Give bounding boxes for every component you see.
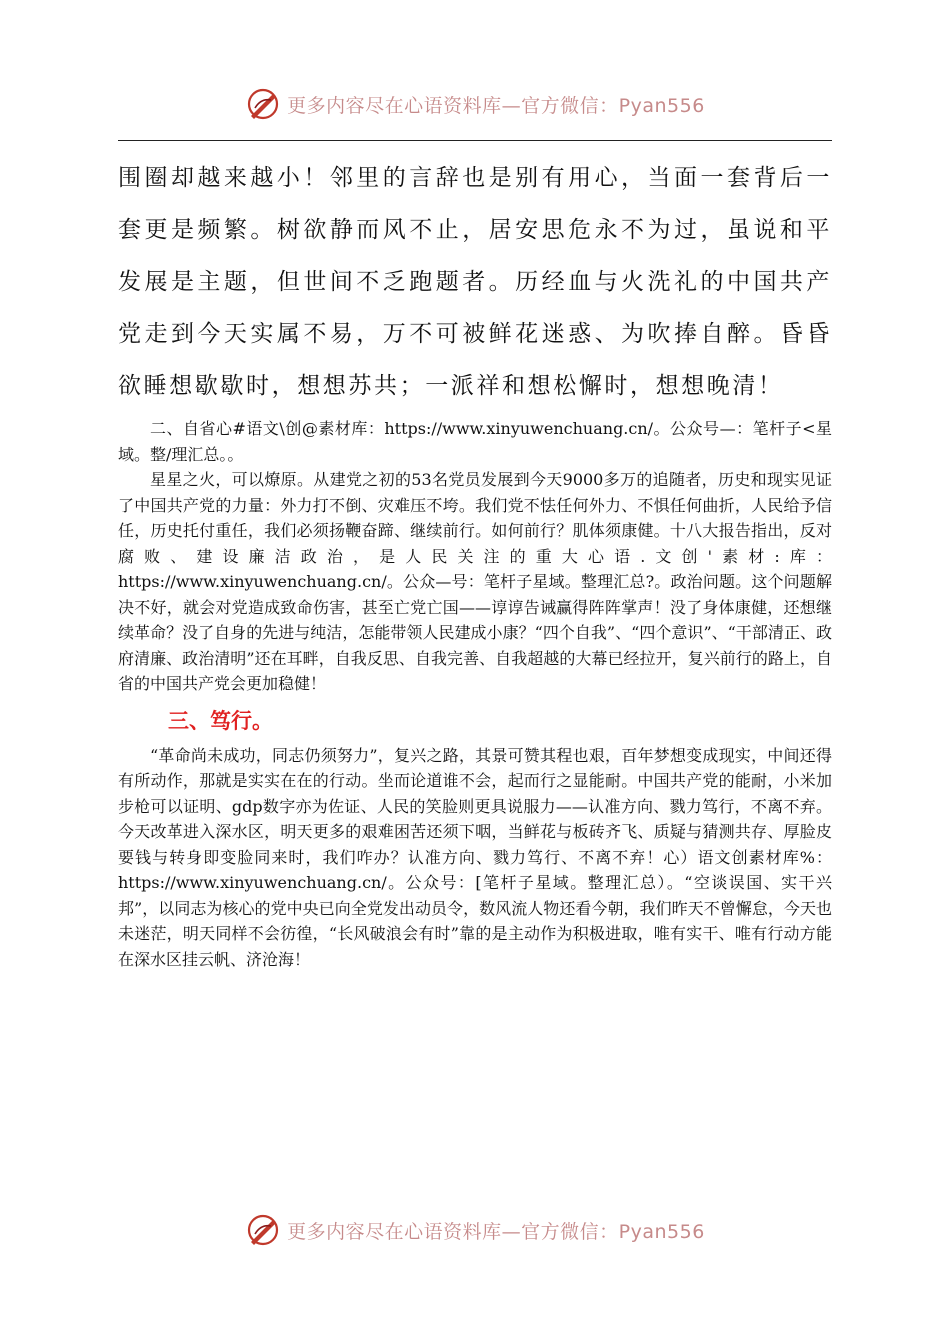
paragraph-section-2-body: 星星之火，可以燎原。从建党之初的53名党员发展到今天9000多万的追随者，历史和现实见证了中国共产党的力量：外力打不倒、灾难压不垮。我们党不怯任何外力、不惧任何曲折，人民给予信任，历史托付重任，我们必须扬鞭奋蹄、继续前行。如何前行？肌体须康健。十八大报告指出，反对腐败、建设廉洁政治，是人民关注的重大心语.文创'素材:库：https://www.xinyuwenchuang.cn/。公众—号：笔杆子星域。整理汇总?。政治问题。这个问题解决不好，就会对党造成致命伤害，甚至亡党亡国——谆谆告诫赢得阵阵掌声！没了身体康健，还想继续革命？没了自身的先进与纯洁，怎能带领人民建成小康？“四个自我”、“四个意识”、“干部清正、政府清廉、政治清明”还在耳畔，自我反思、自我完善、自我超越的大幕已经拉开，复兴前行的路上，自省的中国共产党会更加稳健！ xyxy=(118,470,832,693)
document-body xyxy=(118,152,832,972)
section-3-title: 三、笃行。 xyxy=(168,708,273,733)
banner-text: 更多内容尽在心语资料库—官方微信：Pyan556 xyxy=(287,94,705,117)
pen-logo-icon xyxy=(245,1212,281,1248)
paragraph-section-3-body: “革命尚未成功，同志仍须努力”，复兴之路，其景可赞其程也艰，百年梦想变成现实，中间还得有所动作，那就是实实在在的行动。坐而论道谁不会，起而行之显能耐。中国共产党的能耐，小米加步枪可以证明、gdp数字亦为佐证、人民的笑脸则更具说服力——认准方向、戮力笃行，不离不弃。今天改革进入深水区，明天更多的艰难困苦还须下咽，当鲜花与板砖齐飞、质疑与猜测共存、厚脸皮要钱与转身即变脸同来时，我们咋办？认准方向、戮力笃行、不离不弃！心）语文创素材库%：https://www.xinyuwenchuang.cn/。公众号：[笔杆子星域。整理汇总）。“空谈误国、实干兴邦”，以同志为核心的党中央已向全党发出动员令，数风流人物还看今朝，我们昨天不曾懈怠，今天也未迷茫，明天同样不会彷徨，“长风破浪会有时”靠的是主动作为积极进取，唯有实干、唯有行动方能在深水区挂云帆、济沧海！ xyxy=(118,745,832,969)
paragraph-intro: 围圈却越来越小！邻里的言辞也是别有用心，当面一套背后一套更是频繁。树欲静而风不止，居安思危永不为过，虽说和平发展是主题，但世间不乏跑题者。历经血与火洗礼的中国共产党走到今天实属不易，万不可被鲜花迷惑、为吹捧自醉。昏昏欲睡想歇歇时，想想苏共；一派祥和想松懈时，想想晚清！ xyxy=(118,165,832,399)
footer-banner xyxy=(0,1210,950,1250)
pen-logo-icon xyxy=(245,86,281,122)
header-divider xyxy=(118,140,832,141)
header-banner xyxy=(0,84,950,124)
banner-text: 更多内容尽在心语资料库—官方微信：Pyan556 xyxy=(287,1220,705,1243)
paragraph-section-2-heading: 二、自省心#语文\创@素材库：https://www.xinyuwenchuang.cn/。公众号—：笔杆子<星域。整/理汇总。。 xyxy=(118,419,832,464)
